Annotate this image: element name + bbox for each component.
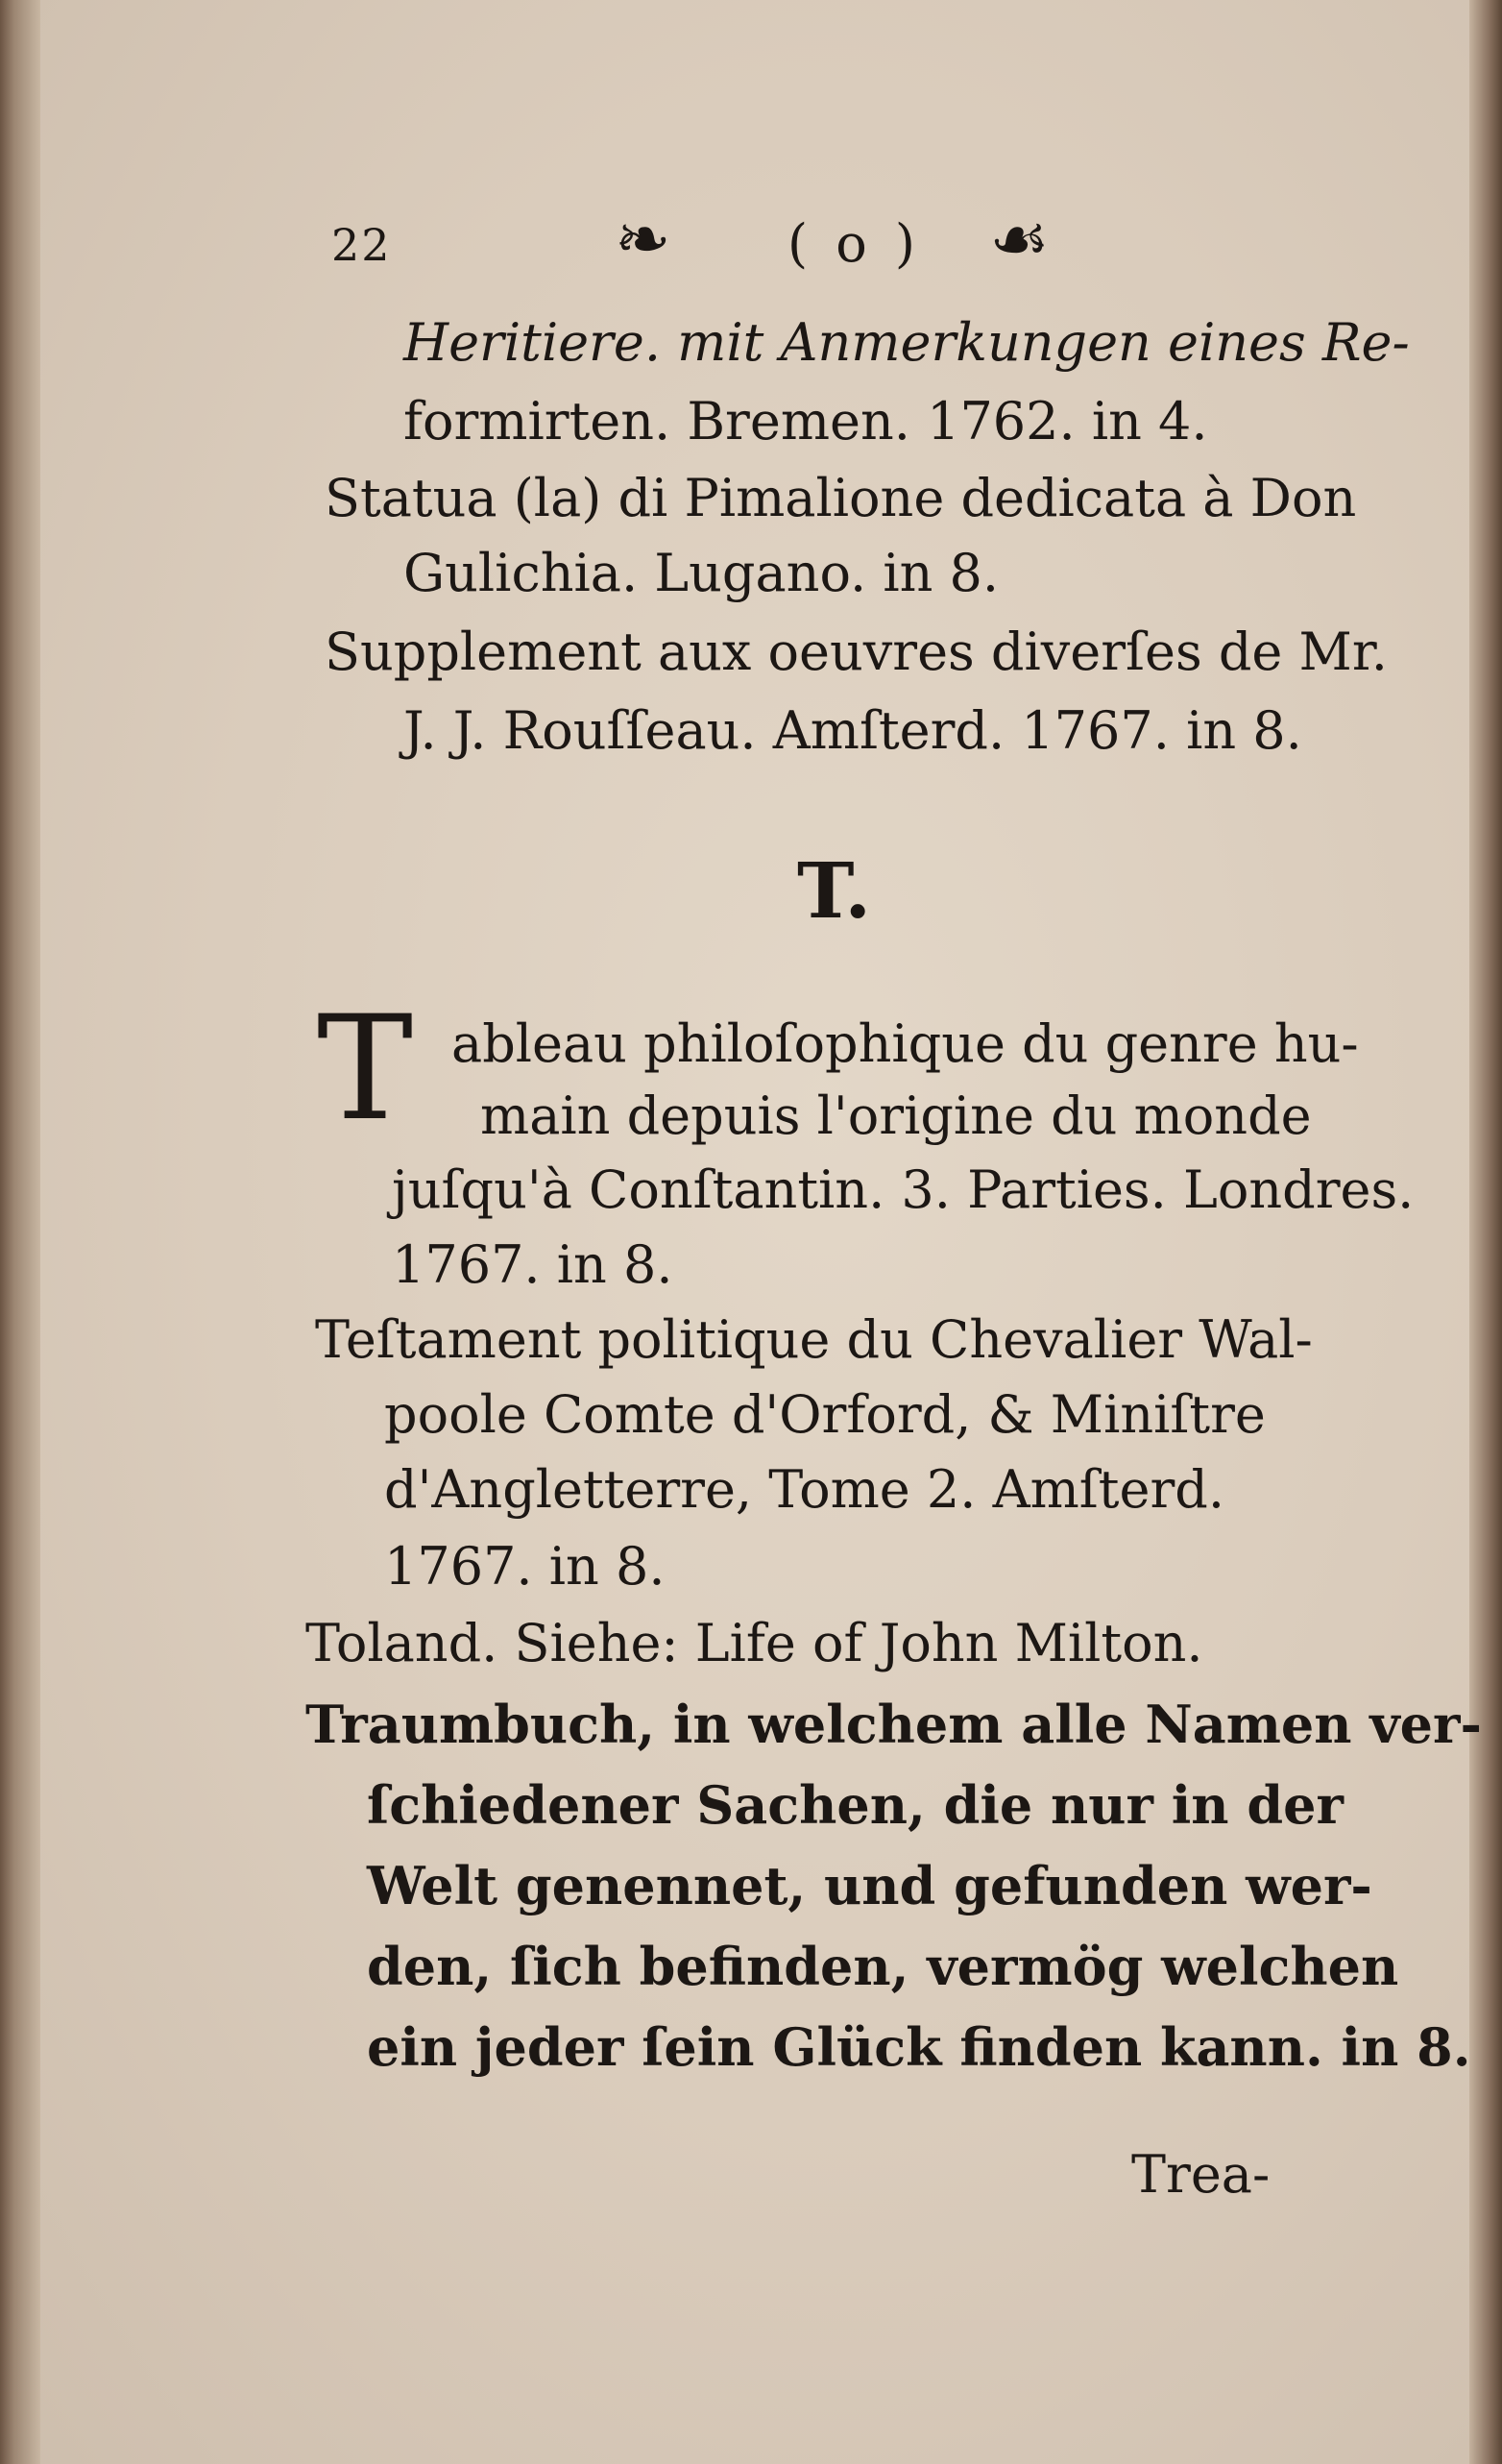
- entry-line: 1767. in 8.: [392, 1234, 673, 1295]
- entry-line: J. J. Rouſſeau. Amſterd. 1767. in 8.: [403, 700, 1302, 761]
- entry-line: 1767. in 8.: [384, 1536, 666, 1597]
- entry-line: ein jeder ſein Glück finden kann. in 8.: [367, 2016, 1471, 2078]
- page-number: 22: [331, 219, 392, 271]
- entry-line: Welt genennet, und gefunden wer-: [367, 1855, 1372, 1916]
- entry-line: Teſtament politique du Chevalier Wal-: [315, 1309, 1313, 1370]
- entry-line: d'Angletterre, Tome 2. Amſterd.: [384, 1459, 1224, 1520]
- entry-line: den, ſich befinden, vermög welchen: [367, 1936, 1399, 1997]
- entry-line: ſchiedener Sachen, die nur in der: [367, 1774, 1344, 1836]
- drop-cap: T: [317, 986, 414, 1153]
- entry-line: poole Comte d'Orford, & Miniſtre: [384, 1384, 1266, 1445]
- entry-line: Toland. Siehe: Life of John Milton.: [305, 1613, 1203, 1673]
- header-center: ( o ): [787, 213, 921, 274]
- entry-line: Heritiere. mit Anmerkungen eines Re-: [403, 312, 1410, 373]
- entry-line: Supplement aux oeuvres diverſes de Mr.: [325, 622, 1388, 682]
- ornament-left-icon: ❧: [615, 200, 671, 279]
- entry-line: main depuis l'origine du monde: [480, 1086, 1312, 1146]
- page-edge: [1469, 0, 1502, 2464]
- entry-line: ableau philoſophique du genre hu-: [451, 1013, 1359, 1074]
- entry-line: Traumbuch, in welchem alle Namen ver-: [305, 1694, 1482, 1755]
- page-gutter: [0, 0, 40, 2464]
- entry-line: formirten. Bremen. 1762. in 4.: [403, 391, 1208, 451]
- entry-line: juſqu'à Conſtantin. 3. Parties. Londres.: [392, 1159, 1415, 1220]
- ornament-right-icon: ☙: [989, 200, 1050, 279]
- entry-line: Statua (la) di Pimalione dedicata à Don: [325, 468, 1357, 528]
- section-heading: T.: [797, 845, 872, 936]
- catchword: Trea-: [1131, 2144, 1271, 2205]
- entry-line: Gulichia. Lugano. in 8.: [403, 543, 1000, 603]
